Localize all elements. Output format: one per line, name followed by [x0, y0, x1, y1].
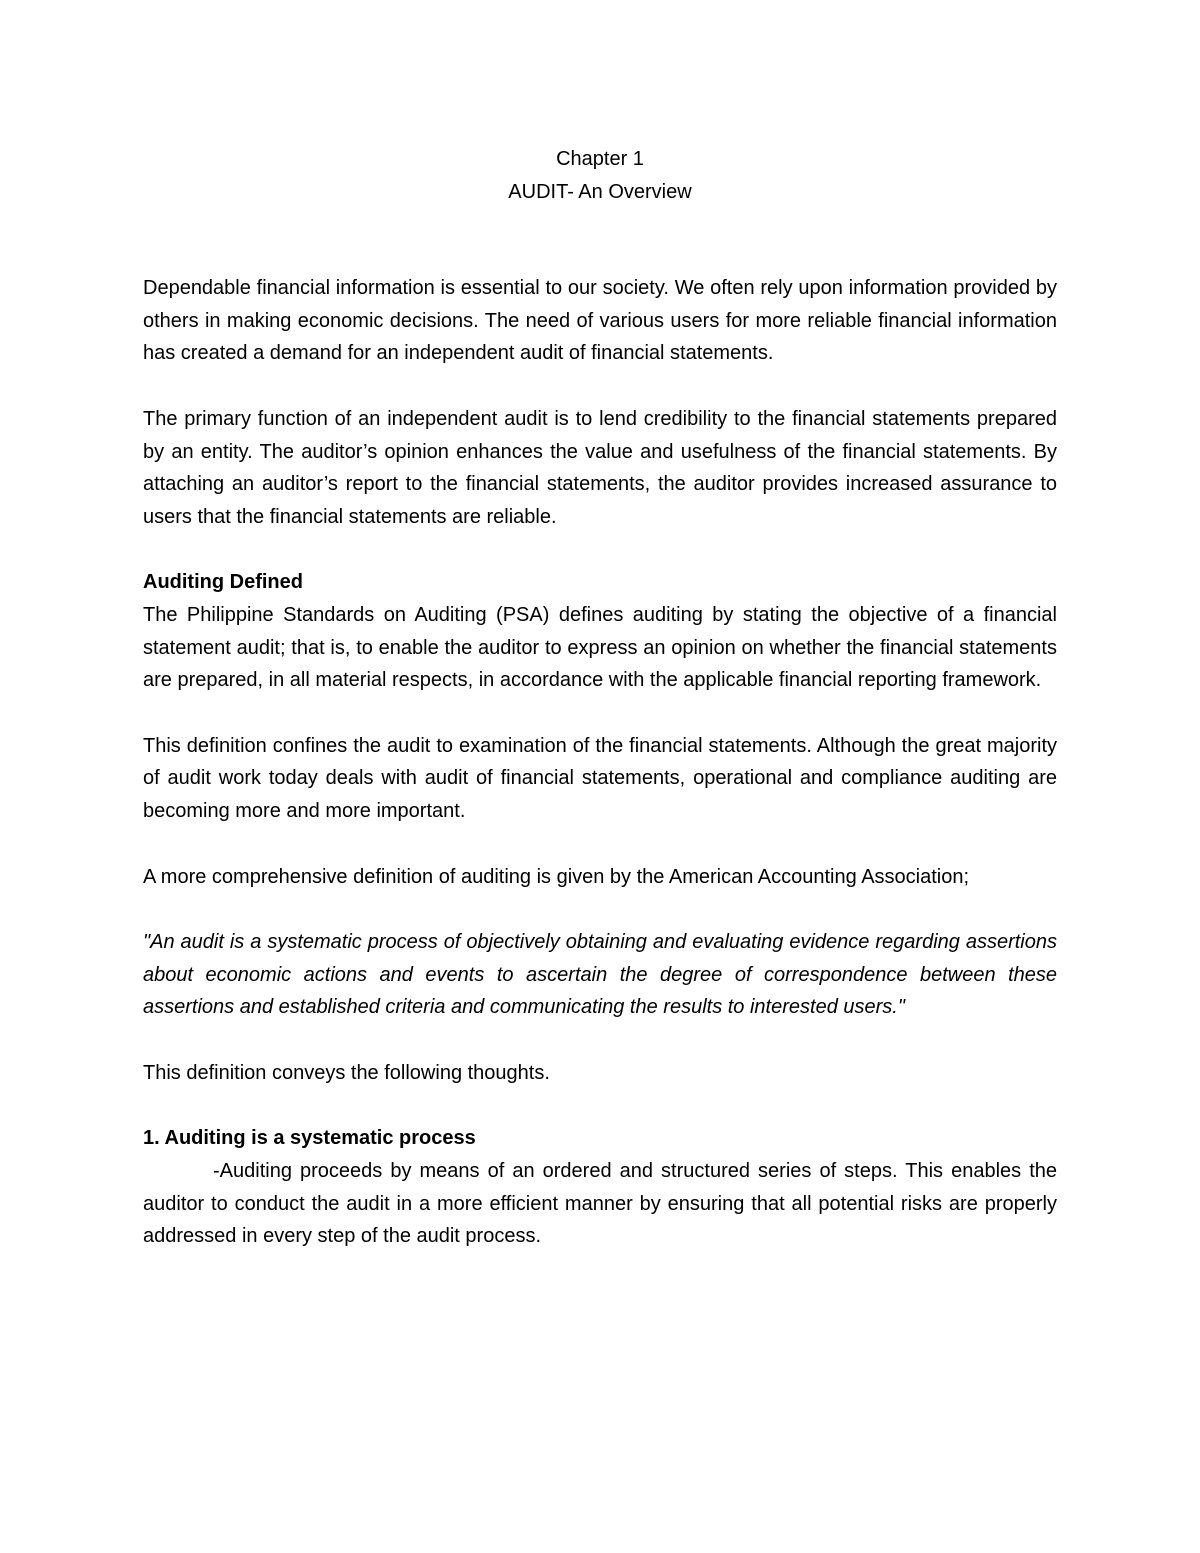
heading-block [143, 143, 1057, 208]
point-1-text: -Auditing proceeds by means of an ordered and structured series of steps. This enables the auditor to conduct the audit in a more efficient manner by ensuring that all potential risks are properly addressed in every step of the audit process. [143, 1160, 1057, 1248]
section-title-auditing-defined: Auditing Defined [143, 571, 303, 594]
auditing-defined-paragraph-3: A more comprehensive definition of auditing is given by the American Accounting Association; [143, 865, 970, 888]
auditing-defined-paragraph-2: This definition confines the audit to examination of the financial statements. Although the great majority of audit work today deals with audit of financial statements, operational and compliance auditing are becoming more and more important. [143, 734, 1057, 822]
auditing-defined-paragraph-4: This definition conveys the following thoughts. [143, 1061, 550, 1084]
intro-paragraph-1: Dependable financial information is essential to our society. We often rely upon information provided by others in making economic decisions. The need of various users for more reliable financial information has created a demand for an independent audit of financial statements. [143, 277, 1057, 365]
chapter-label: Chapter 1 [556, 148, 644, 170]
auditing-defined-paragraph-1: The Philippine Standards on Auditing (PSA) defines auditing by stating the objective of a financial statement audit; that is, to enable the auditor to express an opinion on whether the financial statements are prepared, in all material respects, in accordance with the applicable financial reporting framework. [143, 603, 1057, 692]
point-1-title: 1. Auditing is a systematic process [143, 1127, 476, 1150]
aaa-definition-quote: "An audit is a systematic process of objectively obtaining and evaluating evidence regarding assertions about economic actions and events to ascertain the degree of correspondence between these assertions and established criteria and communicating the results to interested users." [143, 931, 1057, 1019]
chapter-title: AUDIT- An Overview [508, 180, 692, 203]
intro-paragraph-2: The primary function of an independent audit is to lend credibility to the financial statements prepared by an entity. The auditor’s opinion enhances the value and usefulness of the financial statements. By attaching an auditor’s report to the financial statements, the auditor provides increased assurance to users that the financial statements are reliable. [143, 407, 1057, 528]
document-content [143, 143, 1057, 1286]
